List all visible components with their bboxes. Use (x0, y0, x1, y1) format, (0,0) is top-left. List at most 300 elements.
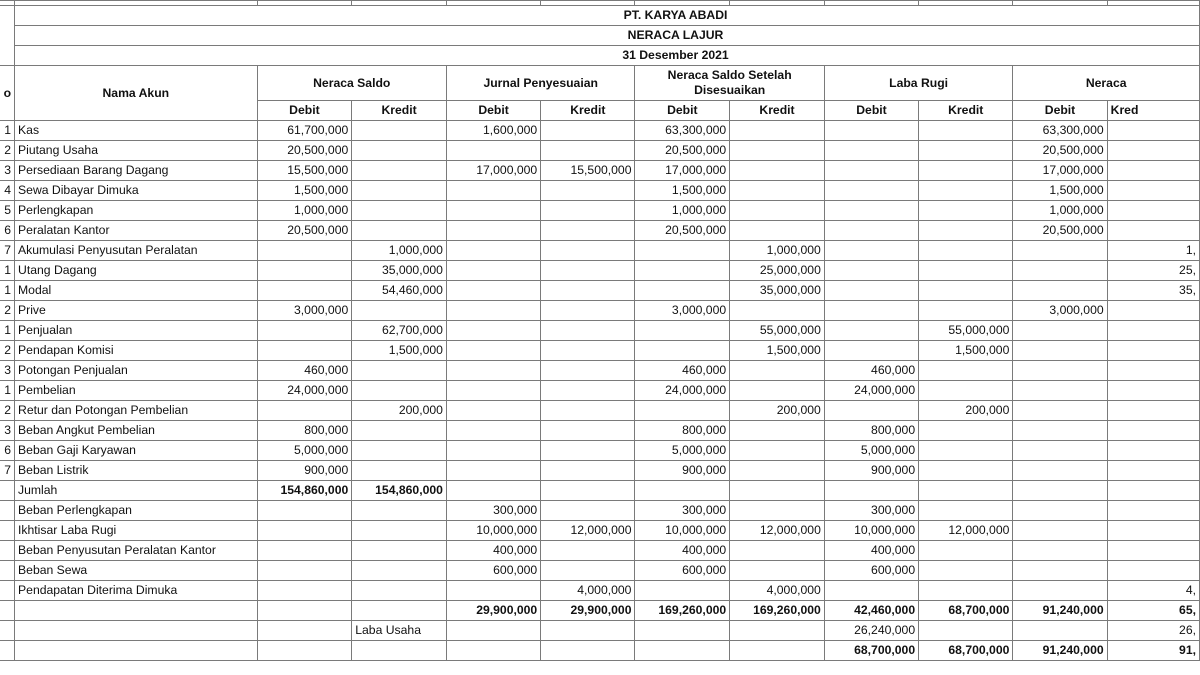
account-name-cell: Modal (15, 281, 258, 301)
account-number-cell: 3 (0, 361, 15, 381)
table-row (0, 601, 1200, 621)
amount-cell (446, 321, 540, 341)
amount-cell: 154,860,000 (352, 481, 447, 501)
amount-cell (919, 561, 1013, 581)
account-name-cell: Persediaan Barang Dagang (15, 161, 258, 181)
account-name-cell: Pembelian (15, 381, 258, 401)
table-row (0, 181, 1200, 201)
amount-cell (1107, 201, 1199, 221)
amount-cell (919, 201, 1013, 221)
amount-cell (730, 421, 825, 441)
amount-cell (352, 461, 447, 481)
amount-cell (1107, 561, 1199, 581)
amount-cell (352, 181, 447, 201)
account-number-cell (0, 481, 15, 501)
account-number-cell (0, 521, 15, 541)
amount-cell: 1,000,000 (257, 201, 352, 221)
amount-cell: 10,000,000 (446, 521, 540, 541)
amount-cell: 900,000 (635, 461, 730, 481)
table-row (0, 621, 1200, 641)
amount-cell: 20,500,000 (257, 221, 352, 241)
amount-cell (919, 121, 1013, 141)
amount-cell (635, 341, 730, 361)
amount-cell (541, 201, 635, 221)
amount-cell: 3,000,000 (257, 301, 352, 321)
amount-cell (1107, 181, 1199, 201)
amount-cell (824, 241, 918, 261)
amount-cell: 460,000 (257, 361, 352, 381)
amount-cell (257, 241, 352, 261)
amount-cell: 154,860,000 (257, 481, 352, 501)
amount-cell (1013, 341, 1107, 361)
account-number-cell (0, 621, 15, 641)
table-row (0, 381, 1200, 401)
amount-cell: 15,500,000 (257, 161, 352, 181)
amount-cell: 1,000,000 (635, 201, 730, 221)
amount-cell (824, 121, 918, 141)
amount-cell (446, 261, 540, 281)
amount-cell (919, 461, 1013, 481)
amount-cell (446, 201, 540, 221)
account-name-cell: Prive (15, 301, 258, 321)
account-number-cell (0, 641, 15, 661)
amount-cell (919, 541, 1013, 561)
amount-cell: 17,000,000 (635, 161, 730, 181)
account-number-cell: 1 (0, 381, 15, 401)
amount-cell: 24,000,000 (824, 381, 918, 401)
amount-cell (446, 281, 540, 301)
amount-cell: 4,000,000 (541, 581, 635, 601)
report-date-row (0, 46, 1200, 66)
header-neraca-saldo: Neraca Saldo (257, 66, 446, 101)
amount-cell (352, 601, 447, 621)
amount-cell: 12,000,000 (541, 521, 635, 541)
account-number-cell: 3 (0, 161, 15, 181)
amount-cell (541, 621, 635, 641)
amount-cell (446, 181, 540, 201)
amount-cell: 26,240,000 (824, 621, 918, 641)
amount-cell (919, 241, 1013, 261)
amount-cell (730, 301, 825, 321)
amount-cell: 20,500,000 (635, 141, 730, 161)
header-jurnal-penyesuaian: Jurnal Penyesuaian (446, 66, 635, 101)
amount-cell: 900,000 (257, 461, 352, 481)
amount-cell (1013, 561, 1107, 581)
amount-cell (824, 481, 918, 501)
amount-cell (824, 341, 918, 361)
amount-cell (1013, 241, 1107, 261)
amount-cell (352, 521, 447, 541)
table-row (0, 581, 1200, 601)
amount-cell: 600,000 (635, 561, 730, 581)
amount-cell (824, 181, 918, 201)
account-number-cell: 6 (0, 441, 15, 461)
amount-cell (352, 361, 447, 381)
table-row (0, 221, 1200, 241)
amount-cell: 17,000,000 (446, 161, 540, 181)
amount-cell (541, 261, 635, 281)
account-number-cell: 2 (0, 141, 15, 161)
table-row (0, 341, 1200, 361)
amount-cell (1107, 301, 1199, 321)
row-label-cell: Laba Usaha (352, 621, 447, 641)
amount-cell: 400,000 (446, 541, 540, 561)
amount-cell (919, 581, 1013, 601)
amount-cell (919, 301, 1013, 321)
amount-cell (919, 141, 1013, 161)
account-name-cell: Beban Perlengkapan (15, 501, 258, 521)
amount-cell (1013, 441, 1107, 461)
account-name-cell (15, 601, 258, 621)
table-row (0, 361, 1200, 381)
amount-cell (541, 441, 635, 461)
account-name-cell: Beban Gaji Karyawan (15, 441, 258, 461)
account-name-cell (15, 621, 258, 641)
amount-cell: 3,000,000 (635, 301, 730, 321)
amount-cell (635, 241, 730, 261)
amount-cell (730, 161, 825, 181)
subheader-kredit: Kredit (919, 101, 1013, 121)
amount-cell (1013, 481, 1107, 501)
amount-cell (352, 221, 447, 241)
amount-cell (257, 501, 352, 521)
amount-cell: 1, (1107, 241, 1199, 261)
amount-cell (1107, 541, 1199, 561)
amount-cell (1013, 401, 1107, 421)
amount-cell: 4, (1107, 581, 1199, 601)
amount-cell (257, 321, 352, 341)
account-name-cell: Ikhtisar Laba Rugi (15, 521, 258, 541)
amount-cell (257, 261, 352, 281)
amount-cell (635, 261, 730, 281)
amount-cell: 1,500,000 (730, 341, 825, 361)
amount-cell (730, 621, 825, 641)
amount-cell: 169,260,000 (635, 601, 730, 621)
amount-cell: 1,000,000 (730, 241, 825, 261)
account-number-cell (0, 601, 15, 621)
account-name-cell: Sewa Dibayar Dimuka (15, 181, 258, 201)
amount-cell (730, 141, 825, 161)
amount-cell (635, 641, 730, 661)
amount-cell: 29,900,000 (541, 601, 635, 621)
amount-cell: 300,000 (635, 501, 730, 521)
subheader-debit: Debit (446, 101, 540, 121)
amount-cell (1107, 321, 1199, 341)
amount-cell: 17,000,000 (1013, 161, 1107, 181)
amount-cell: 54,460,000 (352, 281, 447, 301)
account-name-cell: Akumulasi Penyusutan Peralatan (15, 241, 258, 261)
account-name-cell: Beban Sewa (15, 561, 258, 581)
amount-cell: 65, (1107, 601, 1199, 621)
subheader-kredit: Kredit (730, 101, 825, 121)
amount-cell (824, 301, 918, 321)
amount-cell: 10,000,000 (824, 521, 918, 541)
amount-cell: 24,000,000 (257, 381, 352, 401)
amount-cell: 1,500,000 (635, 181, 730, 201)
amount-cell (730, 641, 825, 661)
account-name-cell: Kas (15, 121, 258, 141)
amount-cell (352, 581, 447, 601)
amount-cell (446, 641, 540, 661)
amount-cell (635, 621, 730, 641)
amount-cell (919, 501, 1013, 521)
table-row (0, 321, 1200, 341)
amount-cell (446, 301, 540, 321)
amount-cell (635, 401, 730, 421)
amount-cell: 68,700,000 (919, 641, 1013, 661)
amount-cell (730, 381, 825, 401)
amount-cell (730, 221, 825, 241)
header-no: o (0, 66, 15, 121)
account-number-cell (0, 561, 15, 581)
amount-cell (541, 301, 635, 321)
table-row (0, 261, 1200, 281)
amount-cell (541, 381, 635, 401)
amount-cell (352, 201, 447, 221)
subheader-debit: Debit (257, 101, 352, 121)
amount-cell (1107, 161, 1199, 181)
amount-cell: 169,260,000 (730, 601, 825, 621)
account-name-cell: Peralatan Kantor (15, 221, 258, 241)
amount-cell: 5,000,000 (824, 441, 918, 461)
header-neraca: Neraca (1013, 66, 1200, 101)
amount-cell (352, 141, 447, 161)
amount-cell (919, 361, 1013, 381)
amount-cell (1107, 141, 1199, 161)
amount-cell (446, 481, 540, 501)
account-number-cell: 1 (0, 121, 15, 141)
account-name-cell: Pendapan Komisi (15, 341, 258, 361)
amount-cell (919, 441, 1013, 461)
amount-cell: 800,000 (824, 421, 918, 441)
amount-cell (352, 561, 447, 581)
amount-cell: 10,000,000 (635, 521, 730, 541)
account-name-cell: Beban Listrik (15, 461, 258, 481)
amount-cell: 25, (1107, 261, 1199, 281)
amount-cell (1107, 441, 1199, 461)
amount-cell (1013, 421, 1107, 441)
account-number-cell: 4 (0, 181, 15, 201)
amount-cell (446, 461, 540, 481)
amount-cell: 600,000 (824, 561, 918, 581)
amount-cell (1107, 501, 1199, 521)
amount-cell (1013, 381, 1107, 401)
amount-cell (919, 181, 1013, 201)
amount-cell (1107, 121, 1199, 141)
table-row (0, 521, 1200, 541)
amount-cell (446, 441, 540, 461)
account-name-cell: Jumlah (15, 481, 258, 501)
report-title-row (0, 26, 1200, 46)
amount-cell (446, 141, 540, 161)
amount-cell (541, 181, 635, 201)
account-number-cell: 2 (0, 401, 15, 421)
amount-cell (541, 121, 635, 141)
account-name-cell (15, 641, 258, 661)
subheader-kredit: Kred (1107, 101, 1199, 121)
amount-cell (1013, 581, 1107, 601)
amount-cell: 200,000 (919, 401, 1013, 421)
amount-cell (1013, 261, 1107, 281)
amount-cell (257, 341, 352, 361)
amount-cell (635, 321, 730, 341)
amount-cell (257, 281, 352, 301)
table-row (0, 301, 1200, 321)
header-nama-akun: Nama Akun (15, 66, 258, 121)
table-row (0, 201, 1200, 221)
amount-cell (824, 401, 918, 421)
amount-cell: 25,000,000 (730, 261, 825, 281)
amount-cell (352, 421, 447, 441)
amount-cell (541, 221, 635, 241)
amount-cell (730, 361, 825, 381)
amount-cell (635, 481, 730, 501)
subheader-kredit: Kredit (541, 101, 635, 121)
account-name-cell: Penjualan (15, 321, 258, 341)
amount-cell (541, 401, 635, 421)
amount-cell (446, 621, 540, 641)
amount-cell: 35,000,000 (730, 281, 825, 301)
amount-cell (446, 361, 540, 381)
amount-cell (635, 581, 730, 601)
amount-cell: 1,000,000 (352, 241, 447, 261)
amount-cell: 24,000,000 (635, 381, 730, 401)
amount-cell (446, 341, 540, 361)
account-number-cell (0, 501, 15, 521)
account-number-cell: 5 (0, 201, 15, 221)
account-name-cell: Perlengkapan (15, 201, 258, 221)
header-neraca-saldo-disesuaikan: Neraca Saldo Setelah Disesuaikan (635, 66, 824, 101)
report-date: 31 Desember 2021 (15, 46, 1200, 66)
amount-cell (919, 481, 1013, 501)
subheader-debit: Debit (1013, 101, 1107, 121)
amount-cell (446, 381, 540, 401)
amount-cell (352, 501, 447, 521)
amount-cell: 900,000 (824, 461, 918, 481)
amount-cell: 460,000 (635, 361, 730, 381)
amount-cell: 20,500,000 (1013, 141, 1107, 161)
header-laba-rugi: Laba Rugi (824, 66, 1013, 101)
amount-cell (919, 161, 1013, 181)
amount-cell (1107, 401, 1199, 421)
amount-cell: 400,000 (635, 541, 730, 561)
amount-cell (541, 141, 635, 161)
amount-cell: 1,500,000 (1013, 181, 1107, 201)
amount-cell (919, 281, 1013, 301)
amount-cell: 1,500,000 (352, 341, 447, 361)
account-number-cell: 7 (0, 241, 15, 261)
amount-cell (1107, 421, 1199, 441)
amount-cell (257, 521, 352, 541)
amount-cell: 20,500,000 (257, 141, 352, 161)
account-name-cell: Piutang Usaha (15, 141, 258, 161)
amount-cell (541, 481, 635, 501)
account-number-cell: 2 (0, 341, 15, 361)
amount-cell (257, 561, 352, 581)
amount-cell: 800,000 (635, 421, 730, 441)
subheader-debit: Debit (824, 101, 918, 121)
account-number-cell (0, 541, 15, 561)
amount-cell: 1,600,000 (446, 121, 540, 141)
amount-cell (352, 541, 447, 561)
amount-cell: 68,700,000 (919, 601, 1013, 621)
account-name-cell: Potongan Penjualan (15, 361, 258, 381)
account-number-cell: 7 (0, 461, 15, 481)
amount-cell (730, 441, 825, 461)
account-number-cell: 2 (0, 301, 15, 321)
table-row (0, 541, 1200, 561)
table-row (0, 561, 1200, 581)
amount-cell: 55,000,000 (919, 321, 1013, 341)
account-number-cell: 1 (0, 281, 15, 301)
amount-cell: 91,240,000 (1013, 641, 1107, 661)
company-row (0, 6, 1200, 26)
account-name-cell: Utang Dagang (15, 261, 258, 281)
amount-cell: 26, (1107, 621, 1199, 641)
amount-cell (541, 241, 635, 261)
amount-cell: 20,500,000 (635, 221, 730, 241)
account-number-cell: 6 (0, 221, 15, 241)
amount-cell (730, 181, 825, 201)
amount-cell (541, 641, 635, 661)
amount-cell: 29,900,000 (446, 601, 540, 621)
amount-cell: 200,000 (730, 401, 825, 421)
table-row (0, 461, 1200, 481)
amount-cell (919, 261, 1013, 281)
amount-cell: 4,000,000 (730, 581, 825, 601)
amount-cell: 35,000,000 (352, 261, 447, 281)
amount-cell: 5,000,000 (635, 441, 730, 461)
amount-cell: 55,000,000 (730, 321, 825, 341)
subheader-kredit: Kredit (352, 101, 447, 121)
amount-cell (541, 561, 635, 581)
amount-cell (541, 461, 635, 481)
amount-cell (1013, 501, 1107, 521)
amount-cell: 300,000 (446, 501, 540, 521)
amount-cell (824, 581, 918, 601)
amount-cell (1107, 381, 1199, 401)
amount-cell (824, 161, 918, 181)
amount-cell: 61,700,000 (257, 121, 352, 141)
amount-cell (1107, 341, 1199, 361)
amount-cell (352, 161, 447, 181)
amount-cell: 200,000 (352, 401, 447, 421)
amount-cell: 91,240,000 (1013, 601, 1107, 621)
amount-cell (824, 141, 918, 161)
amount-cell (1013, 461, 1107, 481)
amount-cell (257, 601, 352, 621)
amount-cell: 400,000 (824, 541, 918, 561)
amount-cell (1013, 281, 1107, 301)
account-name-cell: Pendapatan Diterima Dimuka (15, 581, 258, 601)
amount-cell (257, 621, 352, 641)
amount-cell (1107, 221, 1199, 241)
amount-cell (446, 221, 540, 241)
amount-cell (446, 241, 540, 261)
amount-cell (352, 301, 447, 321)
amount-cell (541, 361, 635, 381)
amount-cell (730, 201, 825, 221)
amount-cell: 15,500,000 (541, 161, 635, 181)
amount-cell (352, 121, 447, 141)
amount-cell: 1,500,000 (919, 341, 1013, 361)
table-row (0, 161, 1200, 181)
table-row (0, 401, 1200, 421)
amount-cell (1107, 481, 1199, 501)
amount-cell (352, 641, 447, 661)
amount-cell: 1,500,000 (257, 181, 352, 201)
amount-cell (352, 441, 447, 461)
